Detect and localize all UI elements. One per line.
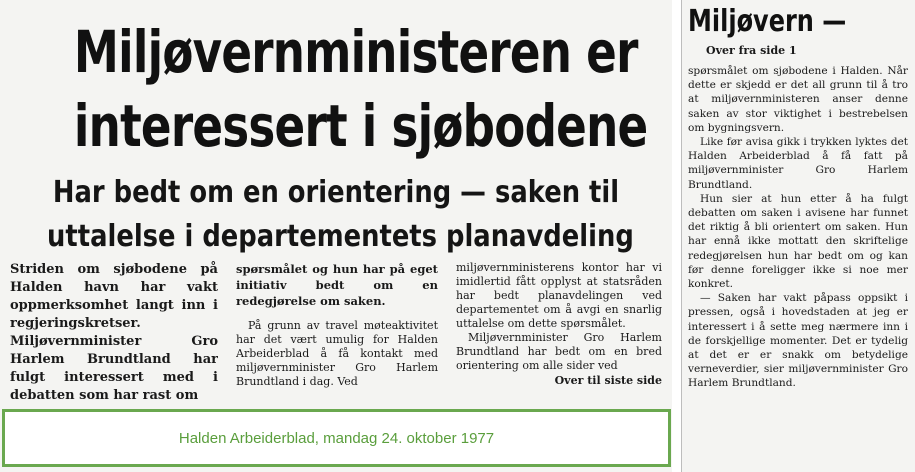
article-column-2: [236, 261, 438, 411]
headline-line-2: interessert i sjøbodene: [73, 92, 648, 160]
continuation-subhead: Over fra side 1: [706, 44, 797, 57]
subheadline-line-2: uttalelse i departementets planavdeling: [47, 219, 634, 254]
continuation-paragraph-4: — Saken har vakt påpass oppsikt i pressen, også i hovedstaden at jeg er interessert i å sette meg nærmere inn i de forskjellige momenter. Det er tydelig at det er er snakk om betydelige verneverdier, sier miljøvernminister Gro Harlem Brundtland.: [688, 292, 908, 390]
continuation-article-text: [688, 64, 908, 468]
column-2-lead-text: spørsmålet og hun har på eget initiativ bedt om en redegjørelse om saken.: [236, 262, 438, 308]
headline-line-1: Miljøvernministeren er: [73, 18, 638, 86]
continuation-paragraph-3: Hun sier at hun etter å ha fulgt debatten om saken i avisene har funnet det riktig å bli orientert om saken. Hun har ennå ikke mottatt den skriftelige redegjørelsen hun har bedt om og kan før denne foreligger ikke si noe mer konkret.: [688, 192, 908, 291]
right-newspaper-clipping: [681, 0, 915, 472]
continuation-paragraph-2: Like før avisa gikk i trykken lyktes det Halden Arbeiderblad å få fatt på miljøvernminister Gro Harlem Brundtland.: [688, 136, 908, 191]
article-column-1: [10, 261, 218, 411]
source-caption: Halden Arbeiderblad, mandag 24. oktober 1977: [178, 429, 495, 447]
column-2-body-text: På grunn av travel møteaktivitet har det vært umulig for Halden Arbeiderblad å få kontakt med miljøvernminister Gro Harlem Brundtland i dag. Ved: [236, 319, 438, 388]
continuation-headline: Miljøvern —: [688, 4, 847, 39]
column-1-lead-text: Striden om sjøbodene på Halden havn har vakt oppmerksomhet langt inn i regjeringskretser. Miljøvernminister Gro Harlem Brundtland har fulgt interessert med i debatten som har rast om: [10, 262, 218, 403]
column-3-paragraph-1: miljøvernministerens kontor har vi imidlertid fått opplyst at statsråden har bedt planavdelingen ved departementet om å avgi en snarlig uttalelse om dette spørsmålet.: [456, 261, 662, 330]
continued-on-last-page-note: Over til siste side: [554, 374, 662, 387]
subheadline-line-1: Har bedt om en orientering — saken til: [52, 175, 620, 210]
column-3-paragraph-2: Miljøvernminister Gro Harlem Brundtland har bedt om en bred orientering om alle sider ved: [456, 331, 662, 372]
continuation-paragraph-1: spørsmålet om sjøbodene i Halden. Når dette er skjedd er det all grunn til å tro at miljøvernministeren anser denne saken av stor viktighet i bestrebelsen om bygningsvern.: [688, 65, 908, 134]
article-column-3: [456, 261, 662, 411]
caption-box: [2, 409, 671, 467]
